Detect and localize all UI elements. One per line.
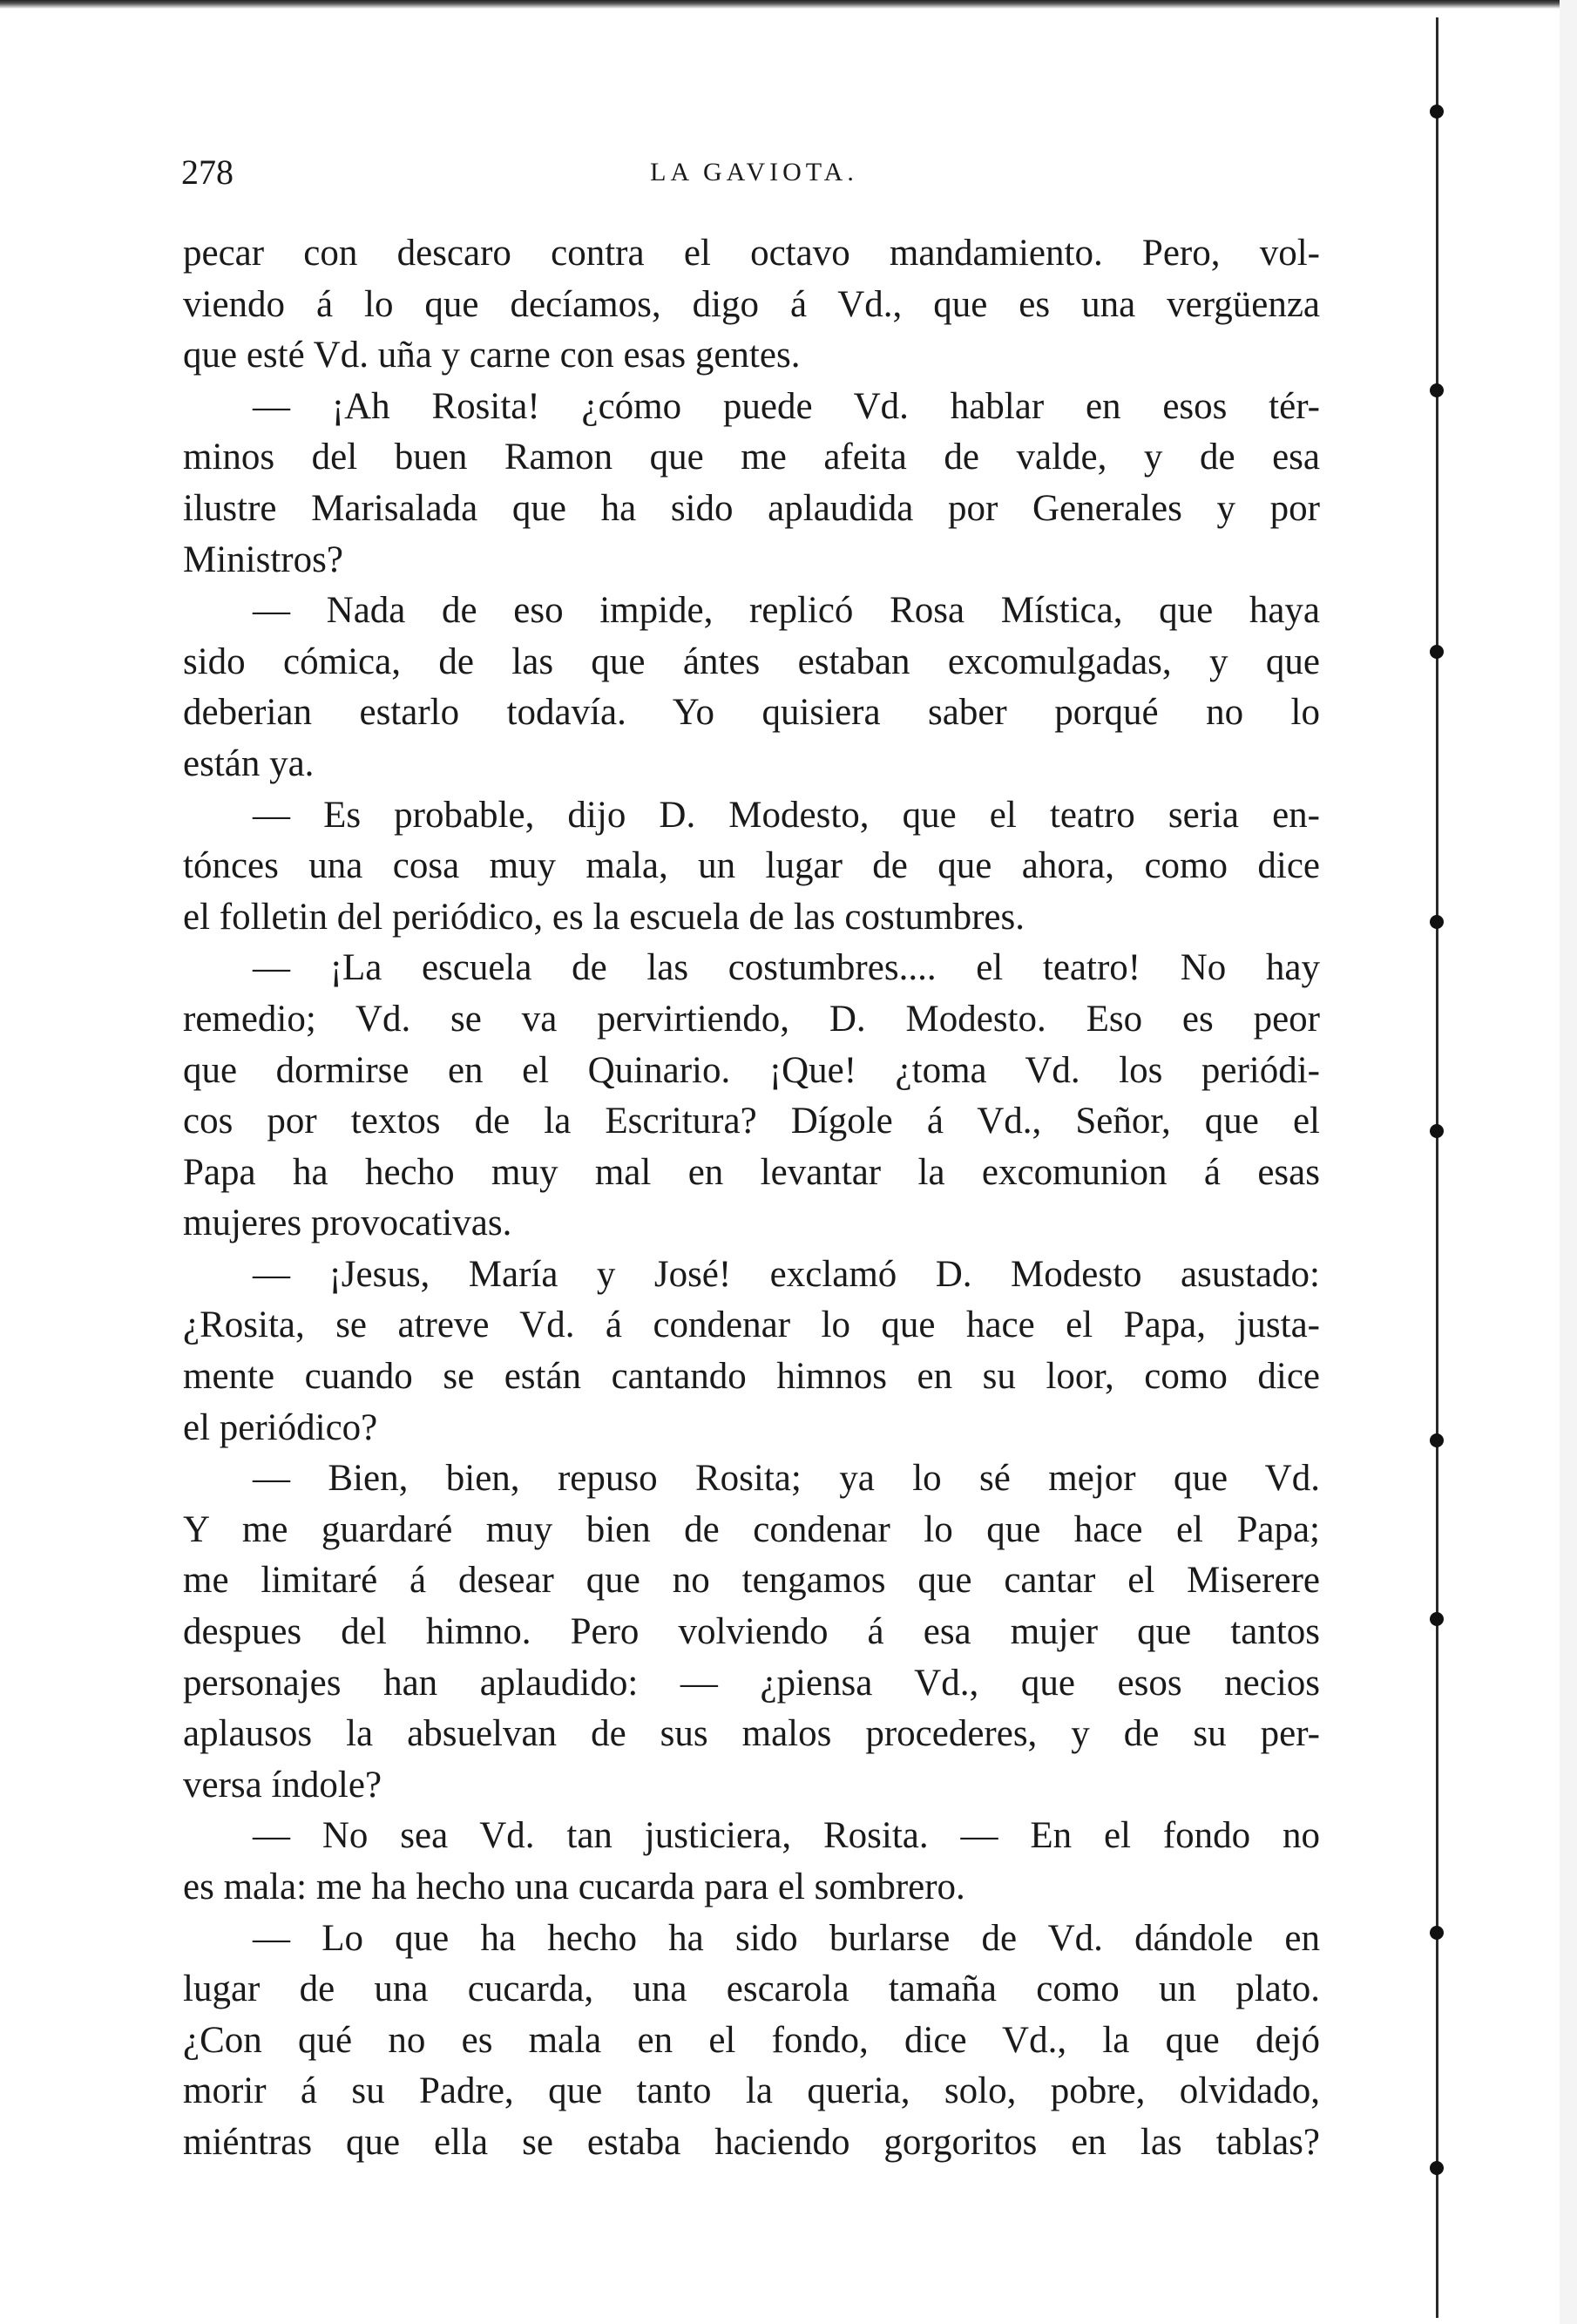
text-line: minos del buen Ramon que me afeita de valde, y de esa bbox=[183, 437, 1320, 478]
text-line: el folletin del periódico, es la escuela de las costumbres. bbox=[183, 896, 1025, 938]
text-line: — Lo que ha hecho ha sido burlarse de Vd. dándole en bbox=[253, 1917, 1320, 1959]
text-line: lugar de una cucarda, una escarola tamaña como un plato. bbox=[183, 1968, 1320, 2010]
page-top-edge bbox=[0, 0, 1577, 9]
binding-stitch bbox=[1430, 383, 1444, 397]
binding-stitch bbox=[1430, 2161, 1444, 2175]
running-title: LA GAVIOTA. bbox=[650, 158, 858, 186]
binding-stitch bbox=[1430, 915, 1444, 929]
text-line: miéntras que ella se estaba haciendo gorgoritos en las tablas? bbox=[183, 2121, 1320, 2163]
text-line: ¿Rosita, se atreve Vd. á condenar lo que hace el Papa, justa- bbox=[183, 1304, 1320, 1346]
text-line: que esté Vd. uña y carne con esas gentes. bbox=[183, 335, 801, 376]
text-line: — No sea Vd. tan justiciera, Rosita. — En el fondo no bbox=[253, 1815, 1320, 1857]
text-line: viendo á lo que decíamos, digo á Vd., que es una vergüenza bbox=[183, 283, 1320, 325]
text-line: — ¡La escuela de las costumbres.... el teatro! No hay bbox=[253, 947, 1320, 989]
binding-spine bbox=[1436, 17, 1438, 2318]
text-line: versa índole? bbox=[183, 1764, 382, 1806]
text-line: tónces una cosa muy mala, un lugar de que ahora, como dice bbox=[183, 845, 1320, 887]
text-line: pecar con descaro contra el octavo mandamiento. Pero, vol- bbox=[183, 233, 1320, 274]
text-line: están ya. bbox=[183, 742, 315, 784]
text-line: — Bien, bien, repuso Rosita; ya lo sé mejor que Vd. bbox=[253, 1458, 1320, 1500]
text-line: — Es probable, dijo D. Modesto, que el teatro seria en- bbox=[253, 794, 1320, 836]
binding-stitch bbox=[1430, 1612, 1444, 1626]
text-line: ¿Con qué no es mala en el fondo, dice Vd., la que dejó bbox=[183, 2019, 1320, 2061]
text-line: cos por textos de la Escritura? Dígole á Vd., Señor, que el bbox=[183, 1101, 1320, 1142]
text-line: es mala: me ha hecho una cucarda para el sombrero. bbox=[183, 1867, 965, 1907]
text-line: ilustre Marisalada que ha sido aplaudida por Generales y por bbox=[183, 487, 1320, 529]
text-line: el periódico? bbox=[183, 1406, 378, 1448]
text-line: — ¡Jesus, María y José! exclamó D. Modesto asustado: bbox=[253, 1253, 1320, 1295]
running-header bbox=[181, 146, 1327, 199]
text-line: aplausos la absuelvan de sus malos procederes, y de su per- bbox=[183, 1713, 1320, 1755]
text-line: — Nada de eso impide, replicó Rosa Mística, que haya bbox=[253, 590, 1320, 632]
text-line: Papa ha hecho muy mal en levantar la excomunion á esas bbox=[183, 1151, 1320, 1193]
facing-page-edge bbox=[1560, 0, 1577, 2324]
text-line: sido cómica, de las que ántes estaban excomulgadas, y que bbox=[183, 640, 1320, 682]
binding-stitch bbox=[1430, 1124, 1444, 1138]
binding-stitch bbox=[1430, 645, 1444, 659]
text-line: mujeres provocativas. bbox=[183, 1203, 512, 1244]
text-line: — ¡Ah Rosita! ¿cómo puede Vd. hablar en esos tér- bbox=[253, 385, 1320, 427]
body-text bbox=[183, 228, 1320, 2169]
text-line: personajes han aplaudido: — ¿piensa Vd., que esos necios bbox=[183, 1662, 1320, 1704]
text-line: deberian estarlo todavía. Yo quisiera saber porqué no lo bbox=[183, 692, 1320, 734]
text-line: despues del himno. Pero volviendo á esa mujer que tantos bbox=[183, 1611, 1320, 1653]
text-line: me limitaré á desear que no tengamos que cantar el Miserere bbox=[183, 1560, 1320, 1602]
page-number: 278 bbox=[181, 152, 234, 192]
binding-stitch bbox=[1430, 1926, 1444, 1940]
text-line: mente cuando se están cantando himnos en su loor, como dice bbox=[183, 1356, 1320, 1398]
text-line: Y me guardaré muy bien de condenar lo que hace el Papa; bbox=[183, 1508, 1320, 1550]
binding-stitch bbox=[1430, 105, 1444, 119]
text-line: que dormirse en el Quinario. ¡Que! ¿toma Vd. los periódi- bbox=[183, 1049, 1320, 1091]
text-line: remedio; Vd. se va pervirtiendo, D. Modesto. Eso es peor bbox=[183, 998, 1320, 1040]
text-line: morir á su Padre, que tanto la queria, solo, pobre, olvidado, bbox=[183, 2070, 1320, 2112]
binding-stitch bbox=[1430, 1433, 1444, 1447]
text-line: Ministros? bbox=[183, 539, 343, 580]
